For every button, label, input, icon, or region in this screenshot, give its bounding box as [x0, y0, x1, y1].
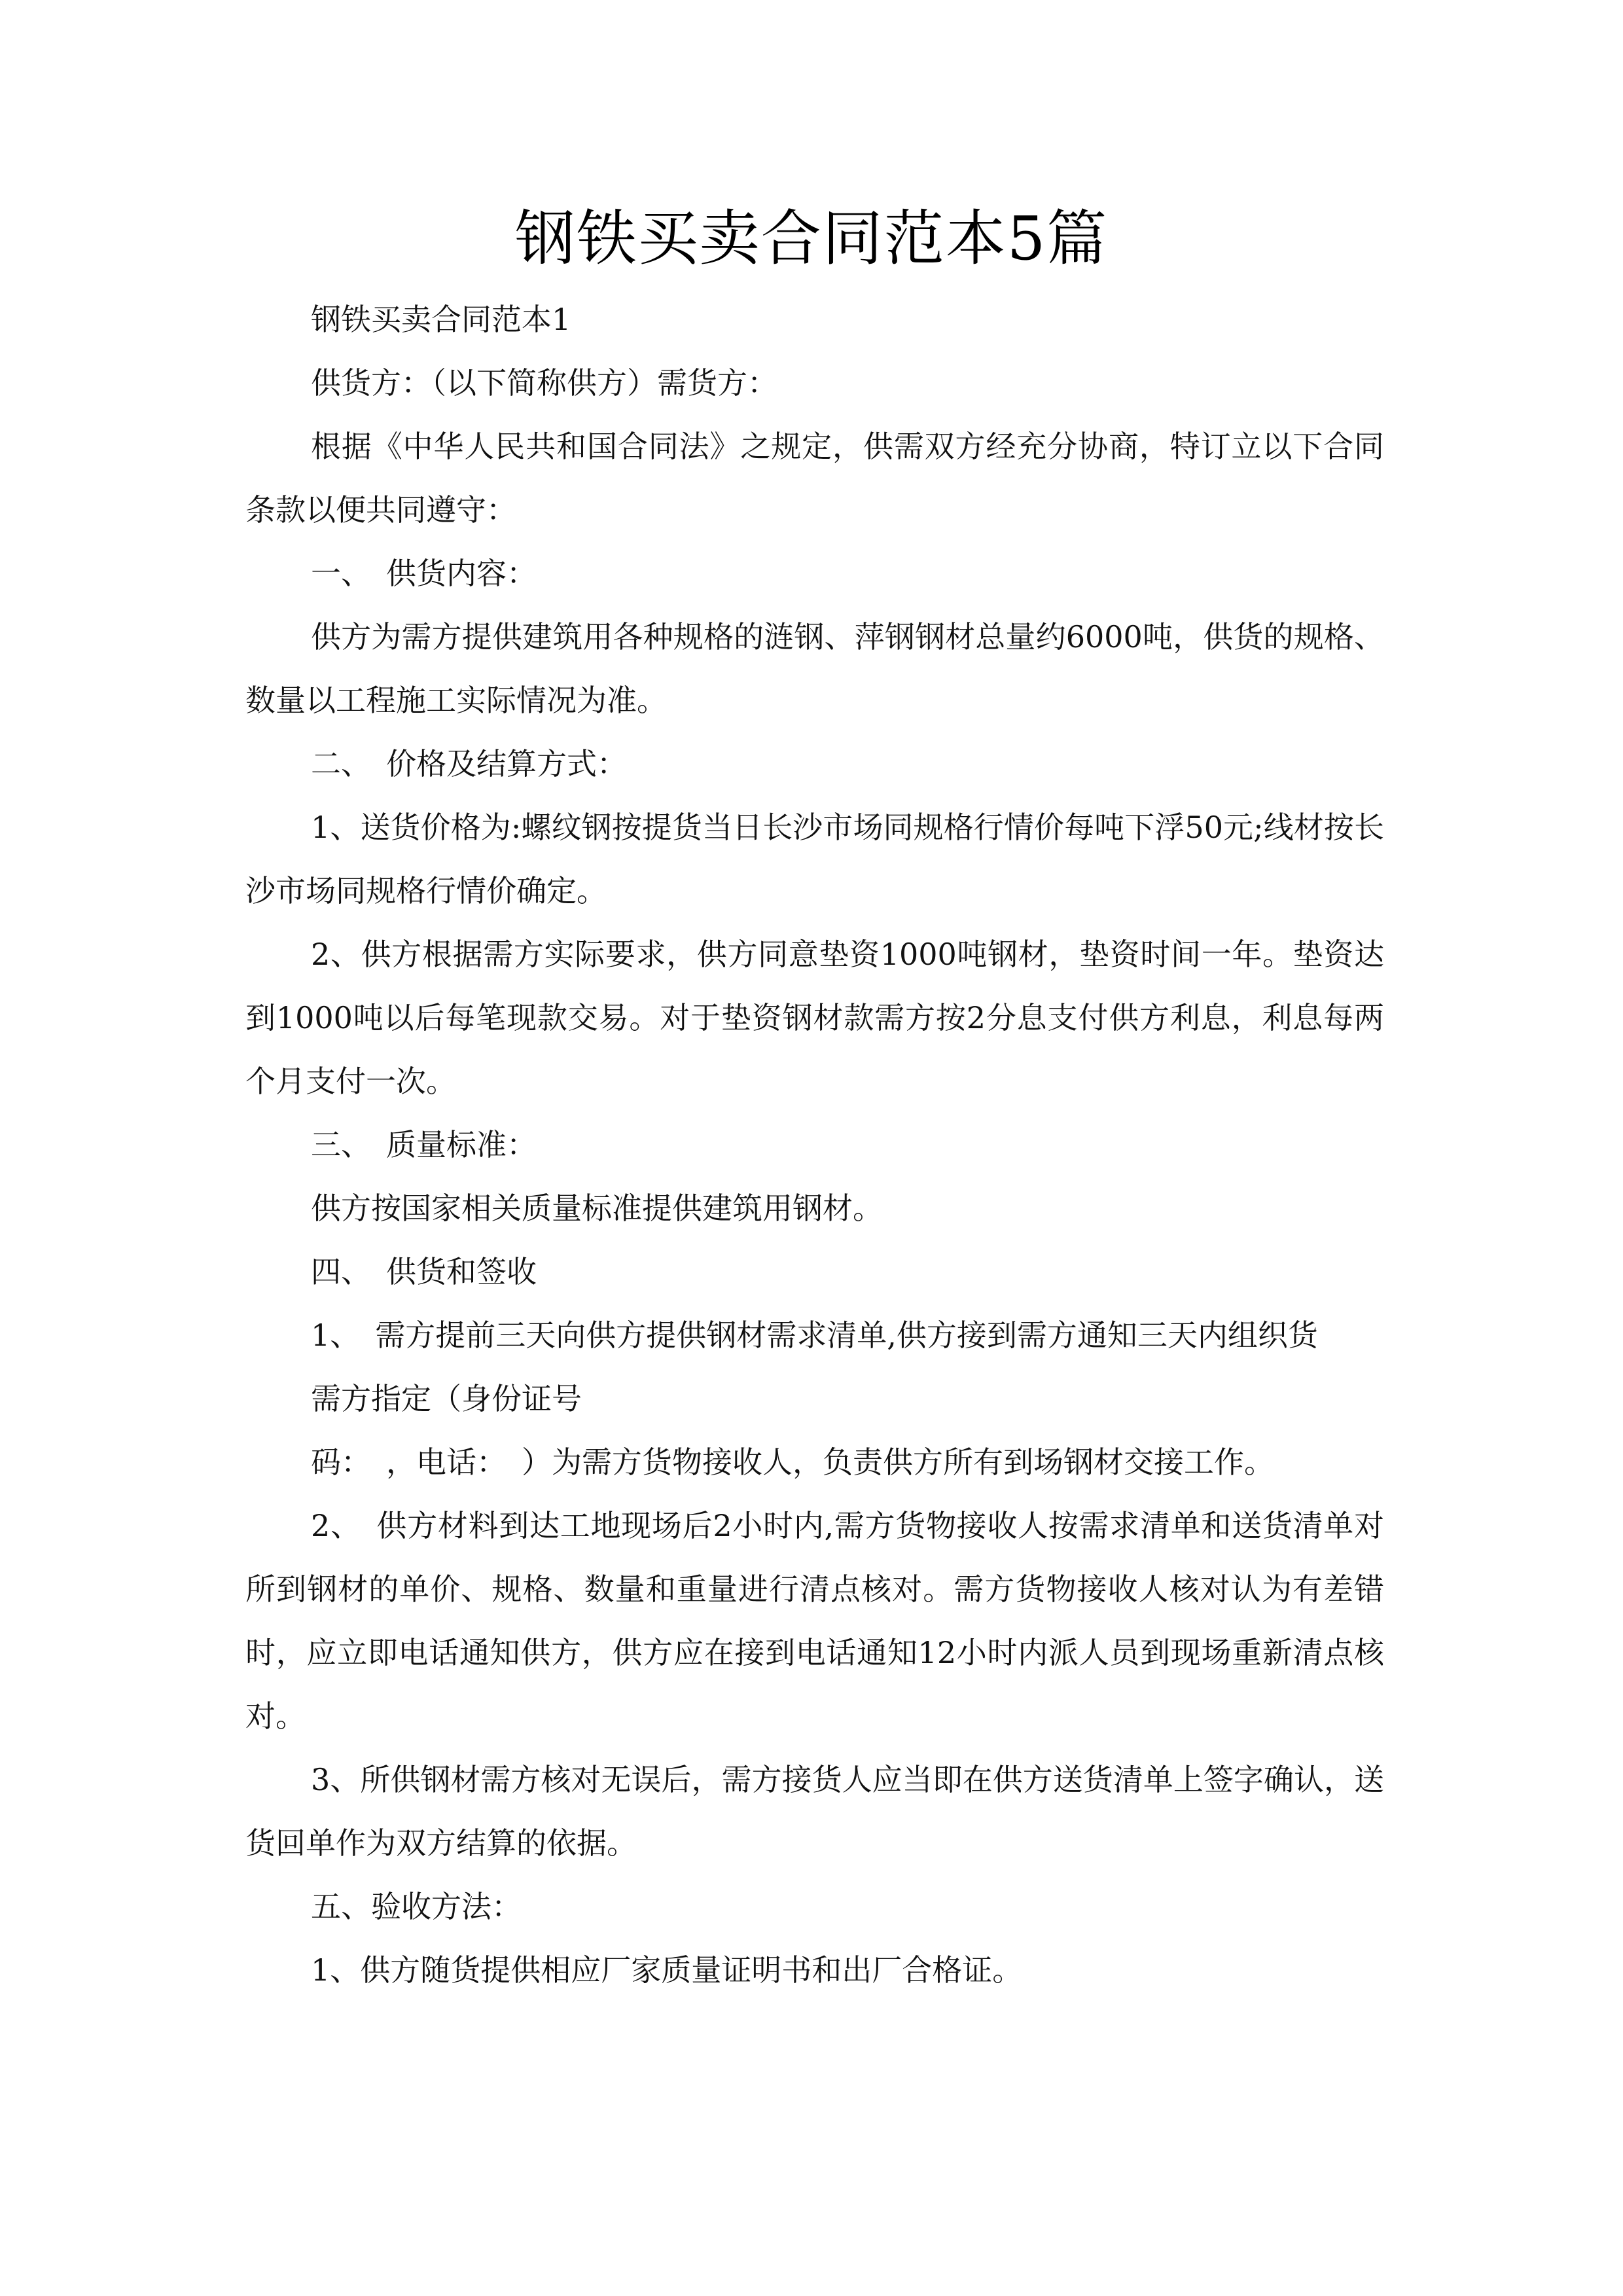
- clause-heading-quality-standard: 三、 质量标准：: [311, 1127, 537, 1162]
- supply-content-paragraph: 供方为需方提供建筑用各种规格的涟钢、萍钢钢材总量约6000吨，供货的规格、数量以工程施工实际情况为准。: [245, 619, 1384, 718]
- price-item-1: 1、送货价格为:螺纹钢按提货当日长沙市场同规格行情价每吨下浮50元;线材按长沙市场同规格行情价确定。: [245, 810, 1384, 908]
- clause-heading-acceptance-method: 五、验收方法：: [311, 1889, 522, 1924]
- signoff-item-3: 3、所供钢材需方核对无误后，需方接货人应当即在供方送货清单上签字确认，送货回单作为双方结算的依据。: [245, 1762, 1384, 1861]
- section-heading-contract-1: 钢铁买卖合同范本1: [311, 302, 571, 337]
- signoff-item-1: 1、 需方提前三天向供方提供钢材需求清单,供方接到需方通知三天内组织货: [311, 1318, 1318, 1353]
- parties-line: 供货方：（以下简称供方）需货方：: [311, 365, 777, 401]
- quality-standard-paragraph: 供方按国家相关质量标准提供建筑用钢材。: [311, 1191, 883, 1226]
- clause-heading-price-settlement: 二、 价格及结算方式：: [311, 746, 627, 781]
- preamble-paragraph: 根据《中华人民共和国合同法》之规定，供需双方经充分协商，特订立以下合同条款以便共同遵守：: [245, 429, 1384, 528]
- acceptance-item-1: 1、供方随货提供相应厂家质量证明书和出厂合格证。: [311, 1952, 1023, 1988]
- document-title: 钢铁买卖合同范本5篇: [514, 204, 1109, 274]
- signoff-item-2: 2、 供方材料到达工地现场后2小时内,需方货物接收人按需求清单和送货清单对所到钢材的单价、规格、数量和重量进行清点核对。需方货物接收人核对认为有差错时，应立即电话通知供方，供方应在接到电话通知12小时内派人员到现场重新清点核对。: [245, 1508, 1384, 1734]
- clause-heading-supply-content: 一、 供货内容：: [311, 556, 537, 591]
- document-body: [245, 288, 1384, 2002]
- price-item-2: 2、供方根据需方实际要求，供方同意垫资1000吨钢材，垫资时间一年。垫资达到1000吨以后每笔现款交易。对于垫资钢材款需方按2分息支付供方利息，利息每两个月支付一次。: [245, 937, 1384, 1099]
- clause-heading-supply-signoff: 四、 供货和签收: [311, 1254, 537, 1289]
- receiver-designation-line: 需方指定（身份证号: [311, 1381, 582, 1416]
- receiver-contact-line: 码： ，电话： ）为需方货物接收人，负责供方所有到场钢材交接工作。: [311, 1444, 1274, 1480]
